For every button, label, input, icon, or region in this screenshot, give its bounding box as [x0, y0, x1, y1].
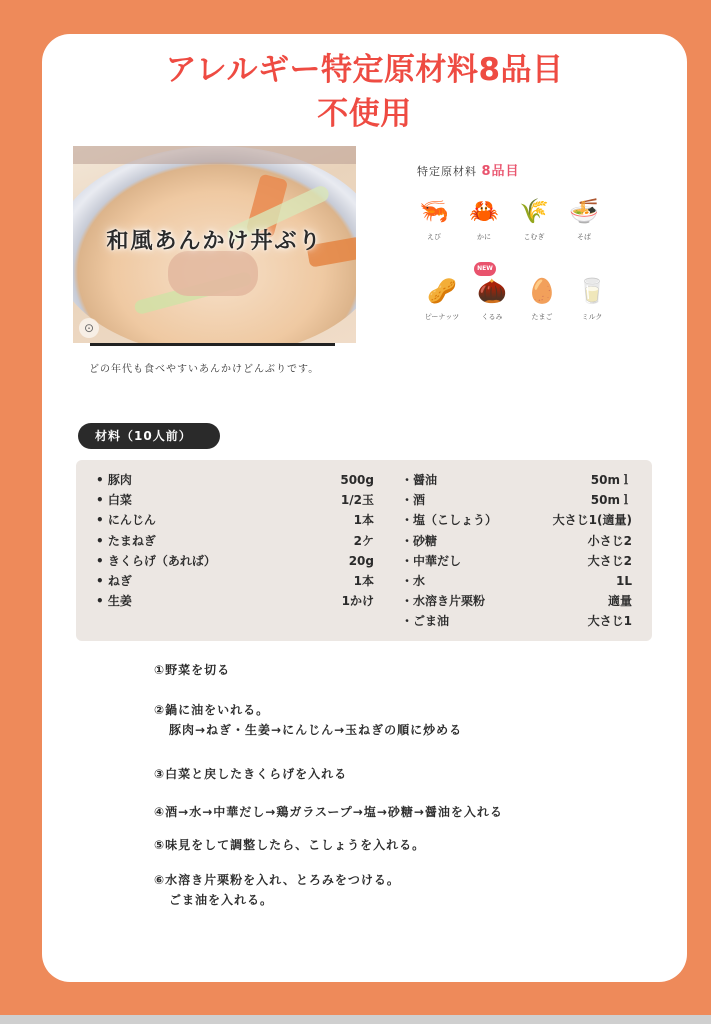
ingredient-amount: 適量 [607, 594, 632, 609]
step-line: 豚肉→ねぎ・生姜→にんじん→玉ねぎの順に炒める [169, 723, 463, 737]
allergen-label: ピーナッツ [424, 313, 460, 321]
ingredient-amount: 1本 [353, 513, 374, 528]
ingredient-row [401, 470, 632, 490]
step-line: ①野菜を切る [154, 663, 231, 677]
ingredients-left-column [96, 470, 374, 611]
ingredient-name: • 生姜 [96, 591, 132, 611]
allergen-label: かに [477, 233, 491, 241]
step-line: ⑥水溶き片栗粉を入れ、とろみをつける。 [154, 873, 400, 887]
egg-icon: 🥚 [527, 277, 557, 305]
ingredient-amount: 50mｌ [590, 493, 632, 508]
ingredient-name: ・ 塩（こしょう） [401, 510, 497, 530]
ingredient-name: • にんじん [96, 510, 156, 530]
step-line: ④酒→水→中華だし→鶏ガラスープ→塩→砂糖→醤油を入れる [154, 805, 503, 819]
ingredient-name: • きくらげ（あれば） [96, 551, 216, 571]
ingredient-row [401, 571, 632, 591]
allergen-label: ミルク [581, 313, 603, 321]
allergen-item [412, 194, 456, 242]
recipe-step [154, 802, 503, 822]
ingredient-name: • たまねぎ [96, 531, 156, 551]
ingredient-amount: 1かけ [341, 594, 374, 609]
ingredient-name: ・ ごま油 [401, 611, 449, 631]
step-line: ⑤味見をして調整したら、こしょうを入れる。 [154, 838, 426, 852]
caption-underline [90, 343, 335, 346]
ingredient-row [401, 490, 632, 510]
dish-description: どの年代も食べやすいあんかけどんぶりです。 [89, 364, 320, 375]
recipe-step [154, 870, 400, 910]
ingredient-row [401, 551, 632, 571]
ingredient-row [96, 470, 374, 490]
ingredient-name: ・ 砂糖 [401, 531, 437, 551]
ingredient-row [96, 591, 374, 611]
recipe-step [154, 764, 347, 784]
allergen-title-count: 8品目 [481, 164, 520, 179]
ingredient-name: ・ 水 [401, 571, 425, 591]
ingredient-name: ・ 酒 [401, 490, 425, 510]
allergen-title-prefix: 特定原材料 [417, 165, 477, 178]
ingredient-name: ・ 水溶き片栗粉 [401, 591, 485, 611]
ingredient-amount: 500g [340, 473, 374, 487]
step-line: ②鍋に油をいれる。 [154, 703, 270, 717]
allergen-panel [412, 154, 622, 334]
title-line-2: 不使用 [317, 96, 412, 132]
allergen-item [470, 265, 514, 322]
ingredient-row [96, 551, 374, 571]
ingredients-right-column [401, 470, 632, 632]
ingredient-name: • 豚肉 [96, 470, 132, 490]
ingredient-amount: 50mｌ [590, 473, 632, 487]
shrimp-icon: 🦐 [419, 197, 449, 225]
recipe-step [154, 660, 230, 680]
ingredient-amount: 20g [348, 553, 374, 568]
dish-name: 和風あんかけ丼ぶり [106, 229, 323, 254]
ingredient-amount: 小さじ2 [587, 533, 632, 548]
ingredient-row [96, 490, 374, 510]
soba-icon: 🍜 [569, 197, 599, 225]
step-line: ごま油を入れる。 [169, 893, 274, 907]
recipe-step [154, 835, 425, 855]
allergen-label: そば [577, 233, 591, 241]
allergen-title [417, 160, 520, 179]
ingredient-name: ・ 醤油 [401, 470, 437, 490]
photo-band [73, 146, 356, 164]
title-line-1: アレルギー特定原材料8品目 [165, 52, 564, 88]
ingredient-row [401, 611, 632, 631]
allergen-item [562, 194, 606, 242]
recipe-card [42, 34, 687, 982]
milk-icon: 🥛 [577, 277, 607, 305]
allergen-item [520, 274, 564, 322]
allergen-label: くるみ [481, 313, 503, 321]
bottom-scrollbar-strip [0, 1015, 711, 1024]
allergen-item [420, 274, 464, 322]
walnut-icon: 🌰 [477, 277, 507, 305]
crab-icon: 🦀 [469, 197, 499, 225]
ingredient-amount: 大さじ2 [587, 553, 632, 568]
allergen-label: たまご [531, 313, 553, 321]
ingredient-amount: 2ケ [353, 533, 374, 548]
hero-photo [73, 146, 356, 343]
lens-search-icon[interactable]: ⊙ [79, 318, 99, 338]
allergen-item [462, 194, 506, 242]
ingredient-name: • 白菜 [96, 490, 132, 510]
allergen-item [570, 274, 614, 322]
page-title [42, 48, 687, 136]
ingredients-box [76, 460, 652, 641]
ingredient-amount: 大さじ1 [587, 614, 632, 629]
recipe-step [154, 700, 462, 740]
ingredient-amount: 大さじ1(適量) [552, 513, 632, 528]
new-badge: NEW [474, 262, 496, 276]
wheat-icon: 🌾 [519, 197, 549, 225]
allergen-label: こむぎ [523, 233, 545, 241]
meat-shape [168, 251, 258, 296]
ingredient-row [96, 571, 374, 591]
ingredient-row [401, 510, 632, 530]
ingredient-name: • ねぎ [96, 571, 132, 591]
ingredient-amount: 1L [616, 573, 632, 588]
ingredients-label: 材料（10人前） [78, 423, 220, 449]
peanut-icon: 🥜 [427, 277, 457, 305]
ingredient-row [401, 531, 632, 551]
ingredient-row [401, 591, 632, 611]
ingredient-row [96, 531, 374, 551]
step-line: ③白菜と戻したきくらげを入れる [154, 767, 348, 781]
allergen-item [512, 194, 556, 242]
allergen-label: えび [427, 233, 441, 241]
ingredient-amount: 1本 [353, 573, 374, 588]
ingredient-row [96, 510, 374, 530]
ingredient-name: ・ 中華だし [401, 551, 461, 571]
ingredient-amount: 1/2玉 [340, 493, 374, 508]
